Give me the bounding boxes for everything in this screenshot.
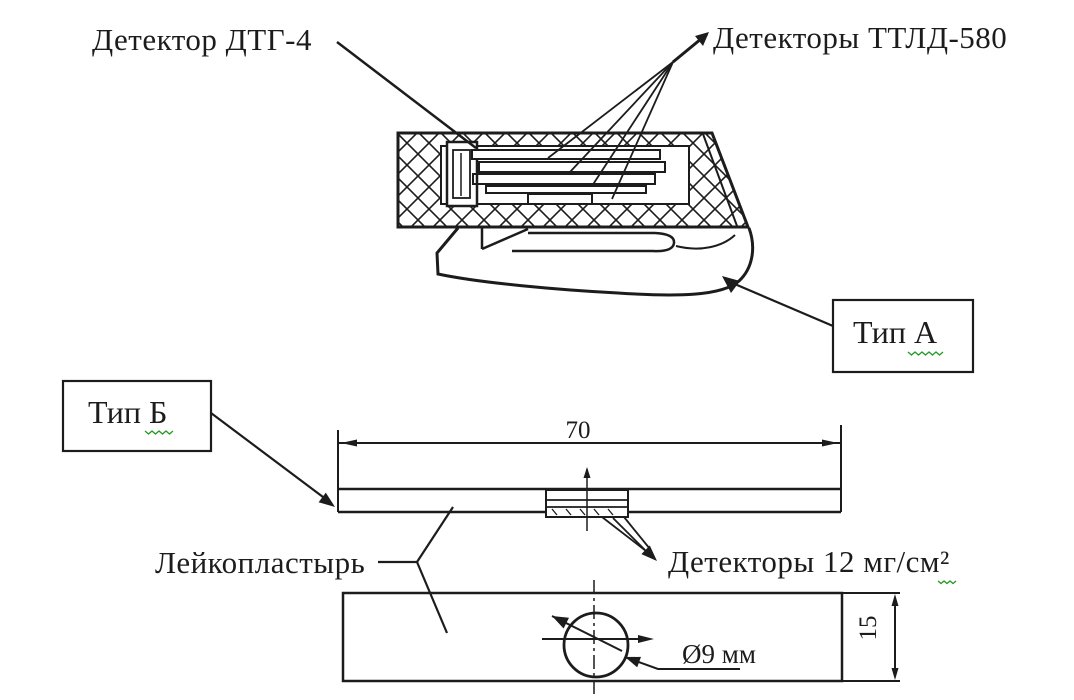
type-a-callout	[722, 276, 973, 372]
dim70-arrow-left	[341, 440, 357, 447]
bottom-insert	[528, 194, 592, 204]
dim70-arrow-right	[822, 440, 838, 447]
package-centerline-arrow	[584, 467, 591, 478]
hole-diagonal-arrow	[552, 616, 569, 629]
clip-notch-diagonal	[482, 229, 528, 249]
detectors12-leader-fan	[602, 517, 650, 553]
clip-outer-body	[437, 228, 753, 295]
type-a-assembly-section	[398, 133, 748, 227]
type-b-leader	[211, 413, 327, 500]
type-a-leader	[730, 282, 833, 326]
type-b-label: Тип Б	[88, 394, 168, 430]
clip-inner-tail	[676, 235, 735, 249]
label-plaster: Лейкопластырь	[155, 545, 366, 580]
dim15-arrow-top	[892, 594, 899, 606]
plaster-callout	[155, 507, 453, 633]
plaster-leader-down	[417, 562, 447, 633]
label-hole-diameter: Ø9 мм	[682, 639, 756, 669]
hole-horizontal-arrow	[638, 635, 654, 643]
ttld-layer-4	[486, 186, 646, 193]
type-a-arrowhead	[722, 276, 740, 293]
plaster-leader-up	[417, 507, 453, 562]
clip-slot	[512, 233, 674, 251]
label-detectors-ttld580: Детекторы ТТЛД-580	[713, 20, 1008, 55]
dim15-text: 15	[855, 615, 882, 641]
type-a-clip	[437, 228, 753, 295]
detectors12-callout	[668, 544, 956, 584]
type-b-callout	[63, 381, 335, 507]
detectors12-spellcheck-squiggle	[938, 581, 956, 584]
label-detector-dtg4: Детектор ДТГ-4	[92, 22, 312, 57]
type-a-label: Тип А	[853, 314, 938, 350]
dim70-text: 70	[565, 417, 591, 444]
label-detectors-12: Детекторы 12 мг/см²	[668, 544, 950, 579]
diameter-leader-arrowhead	[625, 657, 641, 667]
type-b-side-view	[338, 417, 841, 561]
dim15-arrow-bottom	[892, 668, 899, 680]
hole-circle	[564, 613, 628, 677]
type-b-plan-view	[343, 580, 900, 698]
